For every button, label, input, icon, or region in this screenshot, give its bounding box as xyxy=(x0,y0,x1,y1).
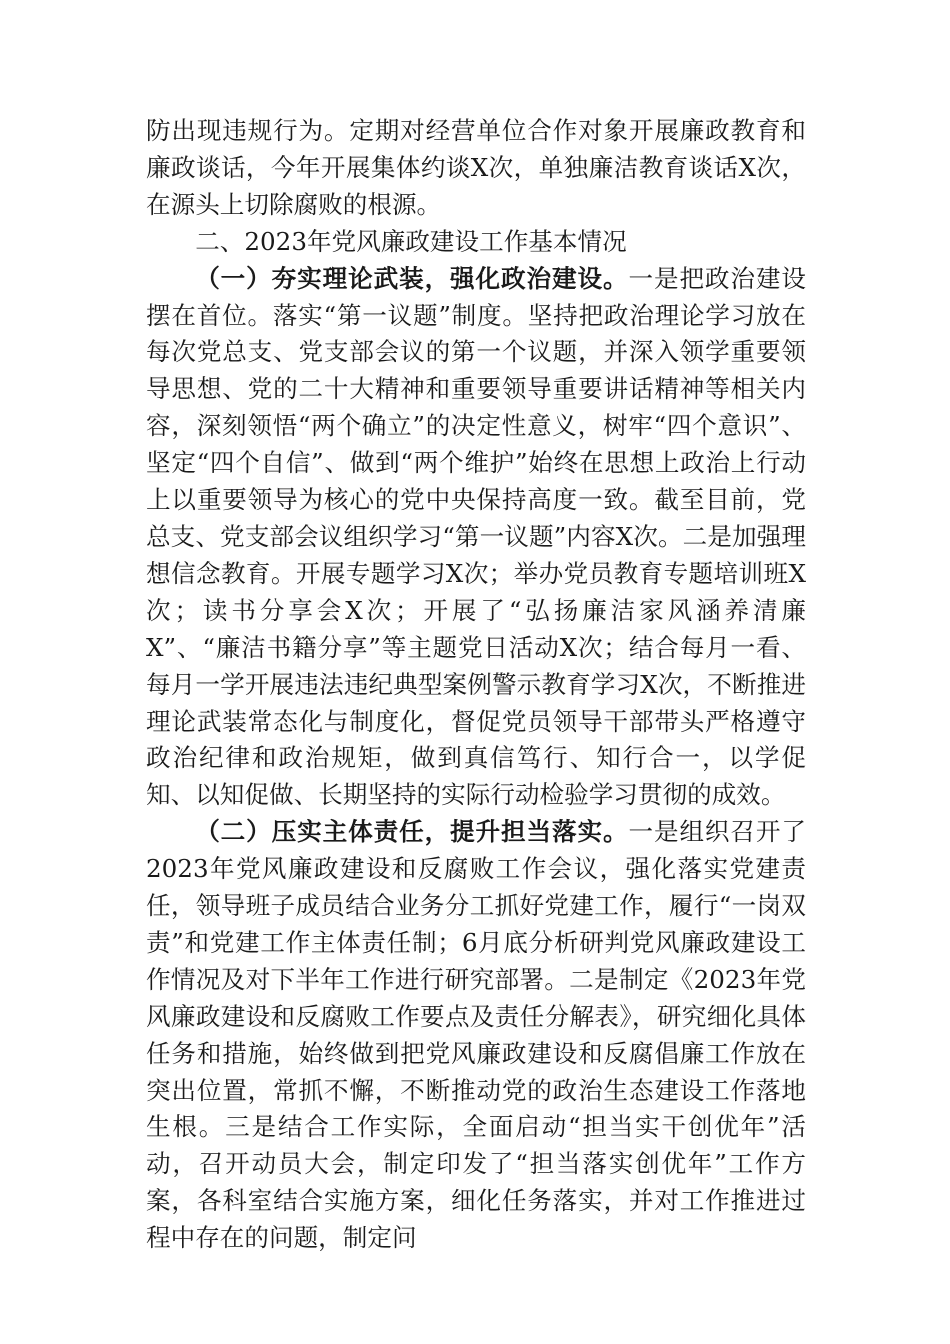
item-2-body: 一是组织召开了2023年党风廉政建设和反腐败工作会议，强化落实党建责任，领导班子成员结合业务分工抓好党建工作，履行“一岗双责”和党建工作主体责任制；6月底分析研判党风廉政建设工作情况及对下半年工作进行研究部署。二是制定《2023年党风廉政建设和反腐败工作要点及责任分解表》，研究细化具体任务和措施，始终做到把党风廉政建设和反腐倡廉工作放在突出位置，常抓不懈，不断推动党的政治生态建设工作落地生根。三是结合工作实际，全面启动“担当实干创优年”活动，召开动员大会，制定印发了“担当落实创优年”工作方案，各科室结合实施方案，细化任务落实，并对工作推进过程中存在的问题，制定问 xyxy=(146,817,806,1253)
paragraph-continued: 防出现违规行为。定期对经营单位合作对象开展廉政教育和廉政谈话，今年开展集体约谈X次，单独廉洁教育谈话X次，在源头上切除腐败的根源。 xyxy=(146,116,806,219)
item-1-heading: （一）夯实理论武装，强化政治建设。 xyxy=(195,263,629,293)
item-2-heading: （二）压实主体责任，提升担当落实。 xyxy=(195,817,629,847)
section-heading: 二、2023年党风廉政建设工作基本情况 xyxy=(195,226,627,256)
item-1-body: 一是把政治建设摆在首位。落实“第一议题”制度。坚持把政治理论学习放在每次党总支、党支部会议的第一个议题，并深入领学重要领导思想、党的二十大精神和重要领导重要讲话精神等相关内容，深刻领悟“两个确立”的决定性意义，树牢“四个意识”、坚定“四个自信”、做到“两个维护”始终在思想上政治上行动上以重要领导为核心的党中央保持高度一致。截至目前，党总支、党支部会议组织学习“第一议题”内容X次。二是加强理想信念教育。开展专题学习X次；举办党员教育专题培训班X次；读书分享会X次；开展了“弘扬廉洁家风涵养清廉X”、“廉洁书籍分享”等主题党日活动X次；结合每月一看、每月一学开展违法违纪典型案例警示教育学习X次，不断推进理论武装常态化与制度化，督促党员领导干部带头严格遵守政治纪律和政治规矩，做到真信笃行、知行合一，以学促知、以知促做、长期坚持的实际行动检验学习贯彻的成效。 xyxy=(146,263,806,810)
paragraph-item-1 xyxy=(146,261,806,815)
paragraph-item-2 xyxy=(146,814,806,1257)
document-body xyxy=(146,113,806,1257)
